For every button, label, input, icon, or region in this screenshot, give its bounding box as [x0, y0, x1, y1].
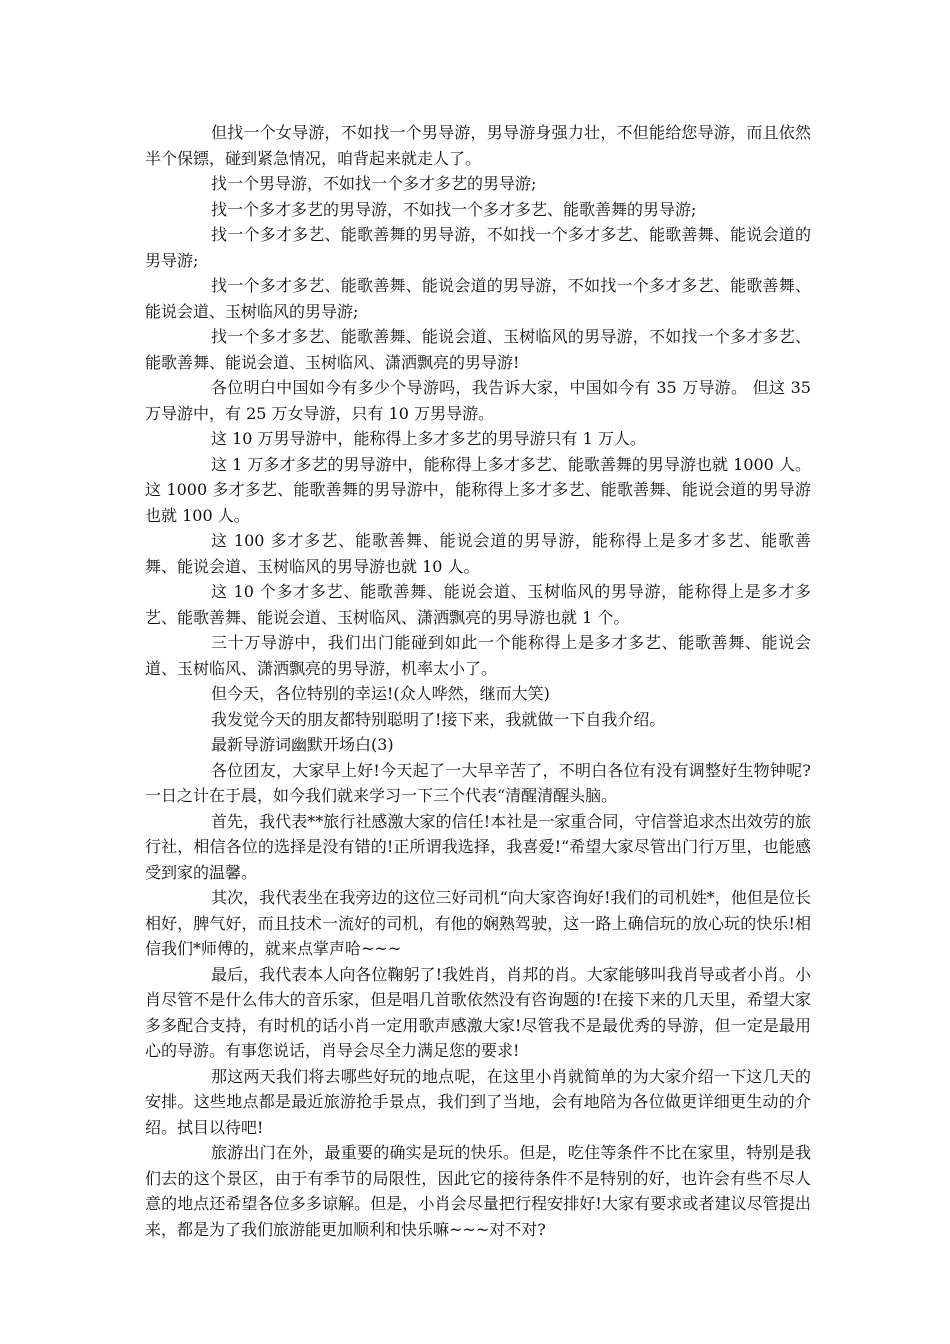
paragraph: 我发觉今天的朋友都特别聪明了!接下来，我就做一下自我介绍。 [211, 709, 666, 729]
paragraph: 找一个多才多艺的男导游，不如找一个多才多艺、能歌善舞的男导游; [211, 199, 697, 219]
paragraph: 找一个多才多艺、能歌善舞、能说会道的男导游，不如找一个多才多艺、能歌善舞、能说会道、玉树临风的男导游; [145, 276, 811, 321]
paragraph: 但今天，各位特别的幸运!(众人哗然，继而大笑) [211, 684, 550, 703]
paragraph: 各位团友，大家早上好!今天起了一大早辛苦了，不明白各位有没有调整好生物钟呢?一日之计在于晨，如今我们就来学习一下三个代表“清醒清醒头脑。 [145, 760, 811, 805]
section-title: 最新导游词幽默开场白(3) [211, 735, 394, 754]
document-page [145, 120, 811, 1242]
paragraph: 这 1 万多才多艺的男导游中，能称得上多才多艺、能歌善舞的男导游也就 1000 人。 这 1000 多才多艺、能歌善舞的男导游中，能称得上多才多艺、能歌善舞、能说会道的男导游也就 100 人。 [145, 454, 811, 525]
paragraph: 这 100 多才多艺、能歌善舞、能说会道的男导游，能称得上是多才多艺、能歌善舞、能说会道、玉树临风的男导游也就 10 人。 [145, 531, 811, 576]
paragraph: 但找一个女导游，不如找一个男导游，男导游身强力壮，不但能给您导游，而且依然半个保镖，碰到紧急情况，咱背起来就走人了。 [145, 123, 811, 168]
paragraph: 各位明白中国如今有多少个导游吗，我告诉大家，中国如今有 35 万导游。 但这 35 万导游中，有 25 万女导游，只有 10 万男导游。 [145, 378, 811, 423]
paragraph: 找一个多才多艺、能歌善舞的男导游，不如找一个多才多艺、能歌善舞、能说会道的男导游; [145, 225, 811, 270]
paragraph: 这 10 万男导游中，能称得上多才多艺的男导游只有 1 万人。 [211, 429, 646, 448]
paragraph: 那这两天我们将去哪些好玩的地点呢，在这里小肖就简单的为大家介绍一下这几天的安排。这些地点都是最近旅游抢手景点，我们到了当地，会有地陪为各位做更详细更生动的介绍。拭目以待吧! [145, 1066, 811, 1137]
paragraph: 最后，我代表本人向各位鞠躬了!我姓肖，肖邦的肖。大家能够叫我肖导或者小肖。小肖尽管不是什么伟大的音乐家，但是唱几首歌依然没有咨询题的!在接下来的几天里，希望大家多多配合支持，有时机的话小肖一定用歌声感激大家!尽管我不是最优秀的导游，但一定是最用心的导游。有事您说话，肖导会尽全力满足您的要求! [145, 964, 811, 1060]
paragraph: 首先，我代表**旅行社感激大家的信任!本社是一家重合同，守信誉追求杰出效劳的旅行社，相信各位的选择是没有错的!正所谓我选择，我喜爱!“希望大家尽管出门行万里，也能感受到家的温馨。 [145, 811, 811, 882]
paragraph: 三十万导游中，我们出门能碰到如此一个能称得上是多才多艺、能歌善舞、能说会道、玉树临风、潇洒飘亮的男导游，机率太小了。 [145, 633, 811, 678]
paragraph: 这 10 个多才多艺、能歌善舞、能说会道、玉树临风的男导游，能称得上是多才多艺、能歌善舞、能说会道、玉树临风、潇洒飘亮的男导游也就 1 个。 [145, 582, 811, 627]
paragraph: 找一个男导游，不如找一个多才多艺的男导游; [211, 174, 537, 193]
paragraph: 旅游出门在外，最重要的确实是玩的快乐。但是，吃住等条件不比在家里，特别是我们去的这个景区，由于有季节的局限性，因此它的接待条件不是特别的好，也许会有些不尽人意的地点还希望各位多多谅解。但是，小肖会尽量把行程安排好!大家有要求或者建议尽管提出来，都是为了我们旅游能更加顺利和快乐嘛~~~对不对? [145, 1143, 811, 1239]
paragraph: 其次，我代表坐在我旁边的这位三好司机“向大家咨询好!我们的司机姓*，他但是位长相好，脾气好，而且技术一流好的司机，有他的娴熟驾驶，这一路上确信玩的放心玩的快乐!相信我们*师傅的，就来点掌声哈~~~ [145, 888, 811, 958]
paragraph: 找一个多才多艺、能歌善舞、能说会道、玉树临风的男导游，不如找一个多才多艺、能歌善舞、能说会道、玉树临风、潇洒飘亮的男导游! [145, 327, 811, 372]
